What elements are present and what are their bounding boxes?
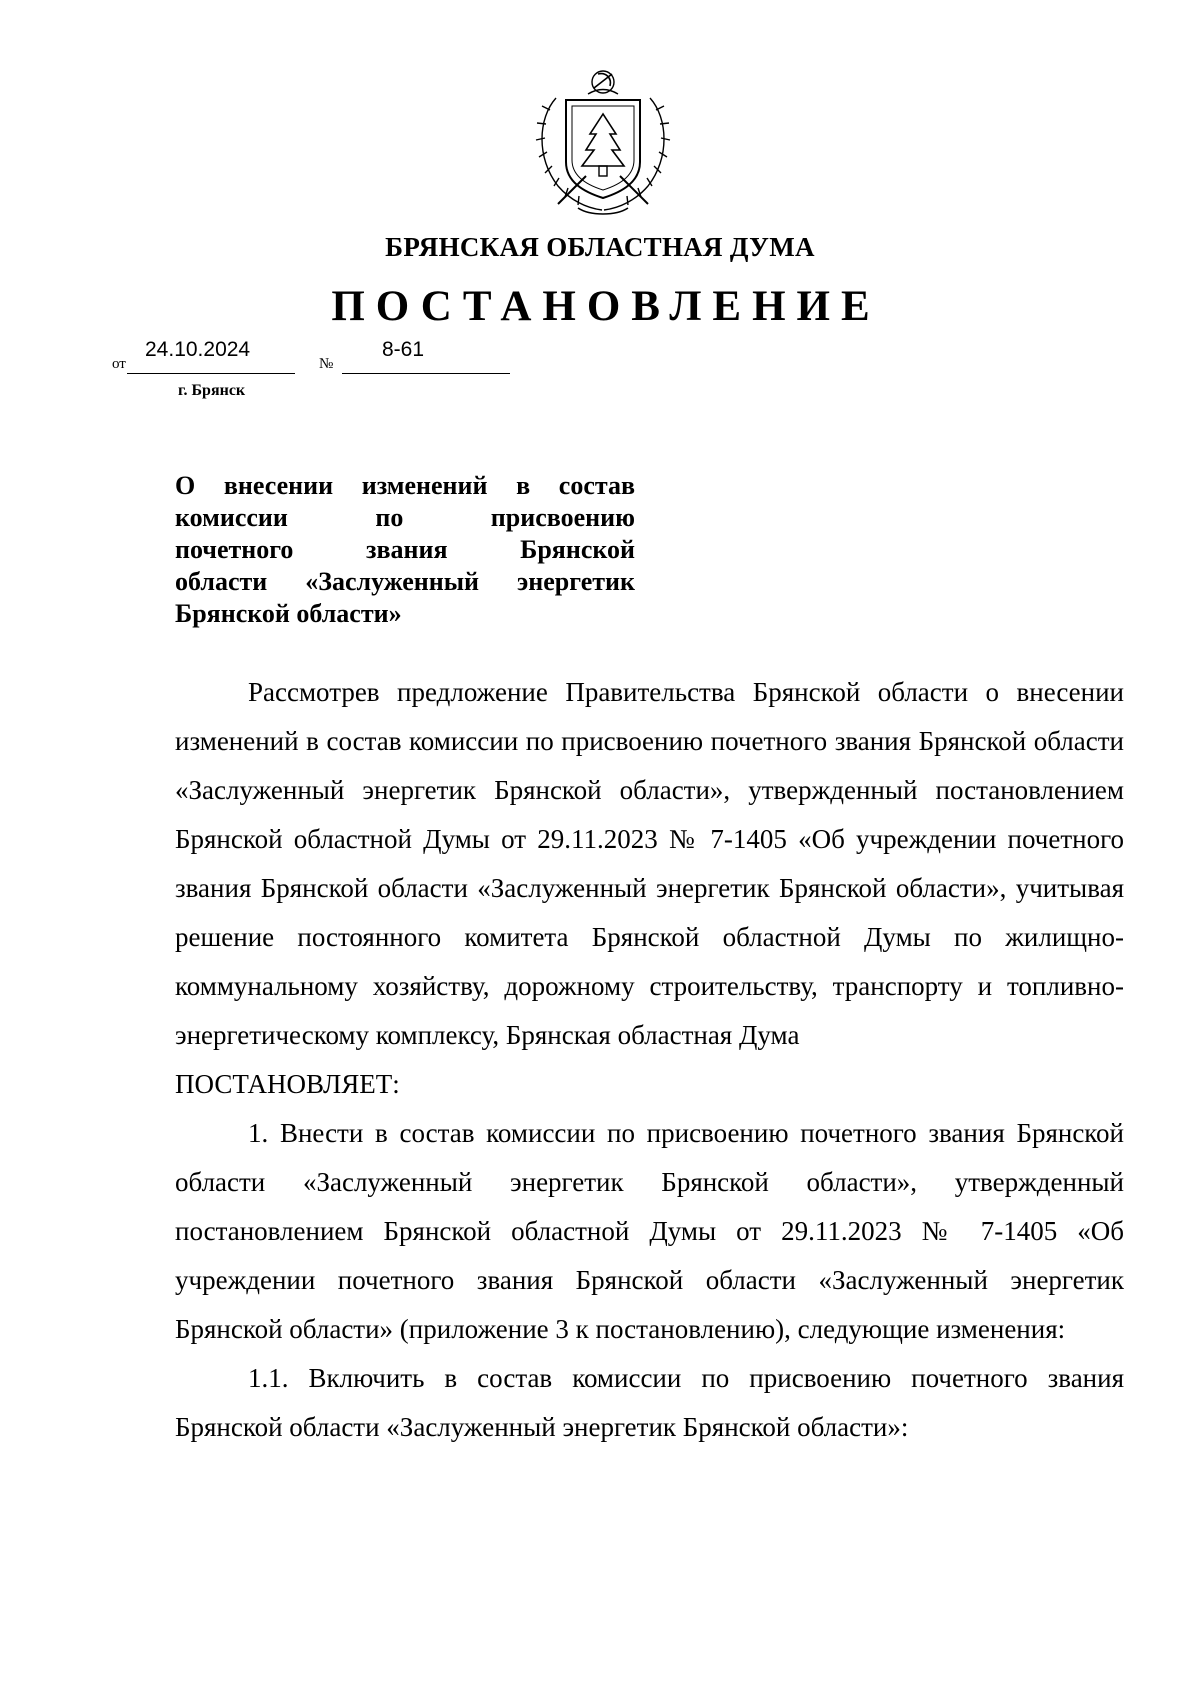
coat-of-arms-icon [528, 58, 678, 218]
subject-line: Брянской области» [175, 599, 402, 628]
date-underline [127, 373, 295, 374]
document-city: г. Брянск [178, 382, 246, 399]
number-prefix: № [319, 356, 334, 372]
item-1-1-paragraph: 1.1. Включить в состав комиссии по присвоению почетного звания Брянской области «Заслуженный энергетик Брянской области»: [175, 1363, 1124, 1442]
document-body [175, 668, 1124, 1452]
preamble-paragraph: Рассмотрев предложение Правительства Брянской области о внесении изменений в состав комиссии по присвоению почетного звания Брянской области «Заслуженный энергетик Брянской области», утвержденный постановлением Брянской областной Думы от 29.11.2023 № 7-1405 «Об учреждении почетного звания Брянской области «Заслуженный энергетик Брянской области», учитывая решение постоянного комитета Брянской областной Думы по жилищно-коммунальному хозяйству, дорожному строительству, транспорту и топливно-энергетическому комплексу, Брянская областная Дума [175, 677, 1124, 1050]
decree-heading: ПОСТАНОВЛЯЕТ: [175, 1069, 400, 1099]
date-prefix: от [112, 356, 126, 372]
subject-line: комиссии по присвоению [175, 503, 635, 532]
subject-line: О внесении изменений в состав [175, 471, 635, 500]
document-number: 8-61 [382, 338, 425, 361]
document-type-title: ПОСТАНОВЛЕНИЕ [331, 283, 881, 330]
document-date: 24.10.2024 [145, 338, 251, 361]
subject-line: почетного звания Брянской [175, 535, 635, 564]
document-meta [112, 336, 632, 400]
subject-line: области «Заслуженный энергетик [175, 567, 635, 596]
item-1-paragraph: 1. Внести в состав комиссии по присвоению почетного звания Брянской области «Заслуженный энергетик Брянской области», утвержденный постановлением Брянской областной Думы от 29.11.2023 № 7-1405 «Об учреждении почетного звания Брянской области «Заслуженный энергетик Брянской области» (приложение 3 к постановлению), следующие изменения: [175, 1118, 1124, 1344]
organization-name: БРЯНСКАЯ ОБЛАСТНАЯ ДУМА [385, 232, 815, 262]
document-subject [175, 470, 635, 630]
number-underline [342, 373, 510, 374]
